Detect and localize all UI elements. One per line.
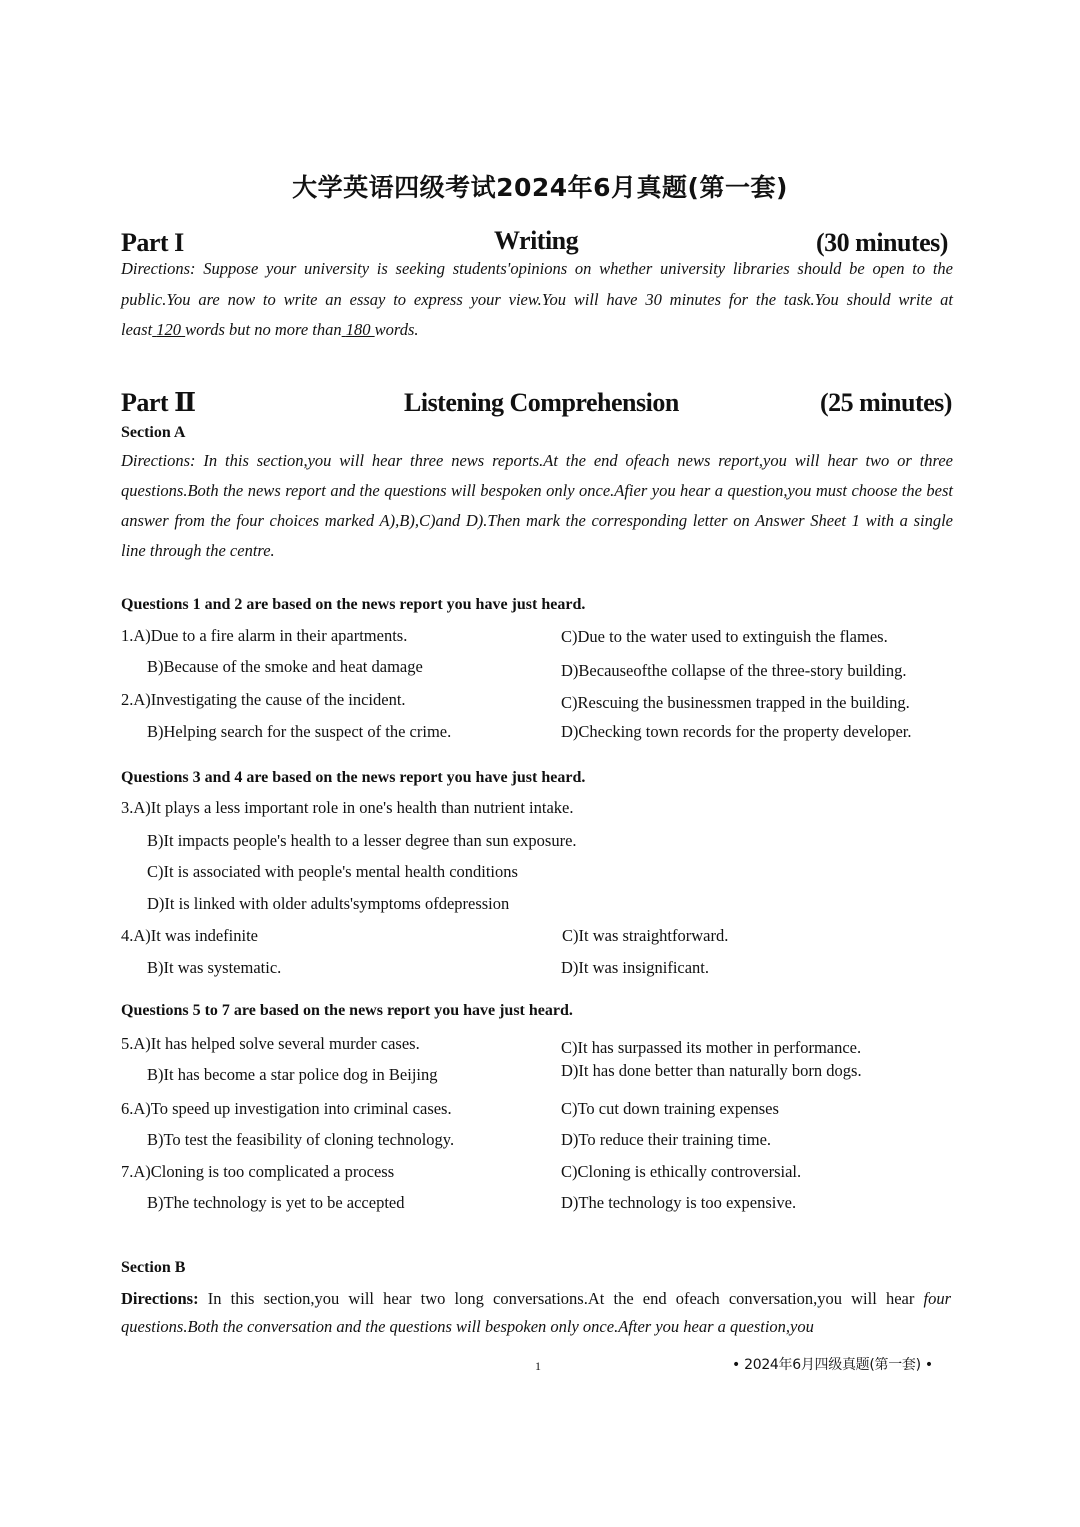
part2-name: Listening Comprehension	[404, 388, 679, 417]
part1-time: (30 minutes)	[816, 228, 948, 257]
question-group-header: Questions 1 and 2 are based on the news report you have just heard.	[121, 596, 586, 613]
q3-option-b: B)It impacts people's health to a lesser degree than sun exposure.	[147, 831, 577, 850]
q7-option-b: B)The technology is yet to be accepted	[147, 1193, 405, 1212]
part1-label: Part I	[121, 228, 184, 257]
min-words: 120	[156, 320, 182, 339]
q7-option-a: 7.A)Cloning is too complicated a process	[121, 1162, 395, 1181]
part1-directions-text-3: words.	[374, 320, 419, 339]
question-group-header: Questions 5 to 7 are based on the news report you have just heard.	[121, 1002, 573, 1019]
page-number: 1	[535, 1359, 541, 1373]
q4-option-d: D)It was insignificant.	[561, 958, 710, 977]
q5-option-d: D)It has done better than naturally born dogs.	[561, 1061, 862, 1080]
question-group-header: Questions 3 and 4 are based on the news report you have just heard.	[121, 769, 586, 786]
footer-tag: • 2024年6月四级真题(第一套) •	[732, 1357, 933, 1373]
q2-option-a: 2.A)Investigating the cause of the incident.	[121, 690, 406, 709]
q6-option-a: 6.A)To speed up investigation into criminal cases.	[121, 1099, 452, 1118]
section-a-directions: Directions: In this section,you will hear three news reports.At the end ofeach news report,you will hear two or three questions.Both the news report and the questions will bespoken only once.Afier you hear a question,you must choose the best answer from the four choices marked A),B),C)and D).Then mark the corresponding letter on Answer Sheet 1 with a single line through the centre.	[121, 451, 953, 560]
part1-directions	[121, 254, 953, 346]
q6-option-d: D)To reduce their training time.	[561, 1130, 772, 1149]
section-b-directions-italic: four questions.Both the conversation and the questions will bespoken only once.After you hear a question,you	[121, 1289, 951, 1336]
section-b-directions	[121, 1285, 951, 1341]
q7-option-d: D)The technology is too expensive.	[561, 1193, 797, 1212]
part1-directions-text-2: words but no more than	[185, 320, 342, 339]
part1-name: Writing	[494, 226, 579, 255]
section-b-label: Section B	[121, 1259, 186, 1276]
q6-option-c: C)To cut down training expenses	[561, 1099, 779, 1118]
q3-option-a: 3.A)It plays a less important role in one's health than nutrient intake.	[121, 798, 574, 817]
section-a-label: Section A	[121, 424, 186, 441]
part1-directions-text: Directions: Suppose your university is seeking students'opinions on whether university libraries should be open to the public.You are now to write an essay to express your view.You will have 30 minutes for the task.You should write at least	[121, 259, 953, 339]
part2-time: (25 minutes)	[820, 388, 952, 417]
q2-option-b: B)Helping search for the suspect of the crime.	[147, 722, 452, 741]
q7-option-c: C)Cloning is ethically controversial.	[561, 1162, 802, 1181]
q3-option-d: D)It is linked with older adults'symptoms ofdepression	[147, 894, 510, 913]
q5-option-c: C)It has surpassed its mother in performance.	[561, 1038, 862, 1057]
q1-option-c: C)Due to the water used to extinguish the flames.	[561, 627, 888, 646]
q2-option-c: C)Rescuing the businessmen trapped in the building.	[561, 693, 910, 712]
q5-option-a: 5.A)It has helped solve several murder cases.	[121, 1034, 420, 1053]
q6-option-b: B)To test the feasibility of cloning technology.	[147, 1130, 455, 1149]
max-words: 180	[345, 320, 371, 339]
q5-option-b: B)It has become a star police dog in Beijing	[147, 1065, 438, 1084]
q1-option-b: B)Because of the smoke and heat damage	[147, 657, 423, 676]
q4-option-a: 4.A)It was indefinite	[121, 926, 259, 945]
q4-option-b: B)It was systematic.	[147, 958, 282, 977]
page-title: 大学英语四级考试2024年6月真题(第一套)	[292, 173, 788, 202]
q2-option-d: D)Checking town records for the property developer.	[561, 722, 912, 741]
q1-option-d: D)Becauseofthe collapse of the three-story building.	[561, 661, 907, 680]
section-b-directions-text: In this section,you will hear two long conversations.At the end ofeach conversation,you will hear	[198, 1289, 924, 1308]
q3-option-c: C)It is associated with people's mental health conditions	[147, 862, 518, 881]
section-b-directions-label: Directions:	[121, 1289, 199, 1308]
part2-label: Part Ⅱ	[121, 388, 196, 417]
q1-option-a: 1.A)Due to a fire alarm in their apartments.	[121, 626, 408, 645]
q4-option-c: C)It was straightforward.	[562, 926, 729, 945]
